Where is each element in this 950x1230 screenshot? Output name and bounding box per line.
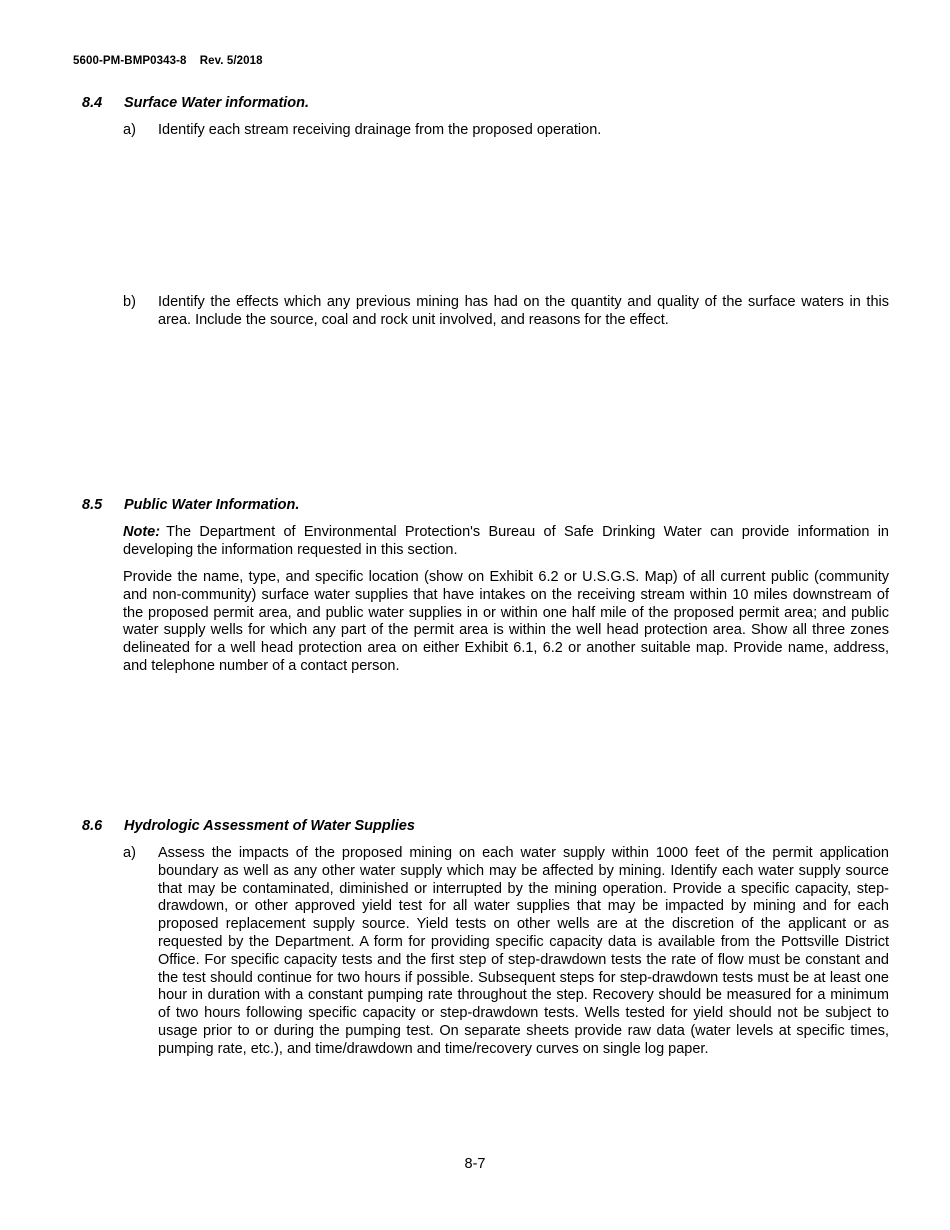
- section-8-6-heading: [82, 818, 415, 834]
- page-number: 8-7: [464, 1156, 486, 1172]
- section-number: 8.6: [82, 818, 103, 834]
- section-title: Hydrologic Assessment of Water Supplies: [124, 818, 415, 834]
- item-marker: b): [123, 294, 136, 310]
- item-text: Assess the impacts of the proposed mining on each water supply within 1000 feet of the permit application boundary as well as any other water supply which may be affected by mining. Identify each water supply source that may be contaminated, diminished or interrupted by the mining operation. Provide a specific capacity, step-drawdown, or other approved yield test for all water supplies that may be impacted by mining and for each proposed replacement supply source. Yield tests on other wells are at the discretion of the applicant or as requested by the Department. A form for providing specific capacity data is available from the Pottsville District Office. For specific capacity tests and the first step of step-drawdown tests the rate of flow must be constant and the test should continue for two hours if possible. Subsequent steps for step-drawdown tests must be at least one hour in duration with a constant pumping rate throughout the step. Recovery should be measured for a minimum of two hours following specific capacity or step-drawdown tests. Wells tested for yield should not be subject to usage prior to or during the pumping test. On separate sheets provide raw data (water levels at specific times, pumping rate, etc.), and time/drawdown and time/recovery curves on single log paper.: [158, 845, 889, 1057]
- section-number: 8.4: [82, 95, 103, 111]
- item-text: Identify the effects which any previous mining has had on the quantity and quality of the surface waters in this area. Include the source, coal and rock unit involved, and reasons for the effect.: [158, 294, 889, 328]
- section-8-5-note: [123, 524, 889, 560]
- item-marker: a): [123, 845, 136, 861]
- form-code-header: 5600-PM-BMP0343-8 Rev. 5/2018: [73, 55, 263, 67]
- section-8-4-heading: [82, 95, 309, 111]
- section-title: Surface Water information.: [124, 95, 310, 111]
- section-8-5-paragraph: Provide the name, type, and specific location (show on Exhibit 6.2 or U.S.G.S. Map) of all current public (community and non-community) surface water supplies that have intakes on the receiving stream within 10 miles downstream of the proposed permit area, and public water supplies in or within one half mile of the proposed permit area; and public water supply wells for which any part of the permit area is within the well head protection area. Show all three zones delineated for a well head protection area on either Exhibit 6.1, 6.2 or another suitable map. Provide name, address, and telephone number of a contact person.: [123, 569, 889, 674]
- section-title: Public Water Information.: [124, 497, 300, 513]
- note-label: Note:: [123, 524, 161, 540]
- section-8-4-item-b: [123, 294, 889, 330]
- note-text: The Department of Environmental Protection's Bureau of Safe Drinking Water can provide information in developing the information requested in this section.: [123, 524, 889, 558]
- section-8-6-item-a: [123, 845, 889, 1059]
- section-8-5-heading: [82, 497, 299, 513]
- section-number: 8.5: [82, 497, 103, 513]
- section-8-4-item-a: [123, 122, 889, 140]
- item-text: Identify each stream receiving drainage from the proposed operation.: [158, 122, 602, 138]
- item-marker: a): [123, 122, 136, 138]
